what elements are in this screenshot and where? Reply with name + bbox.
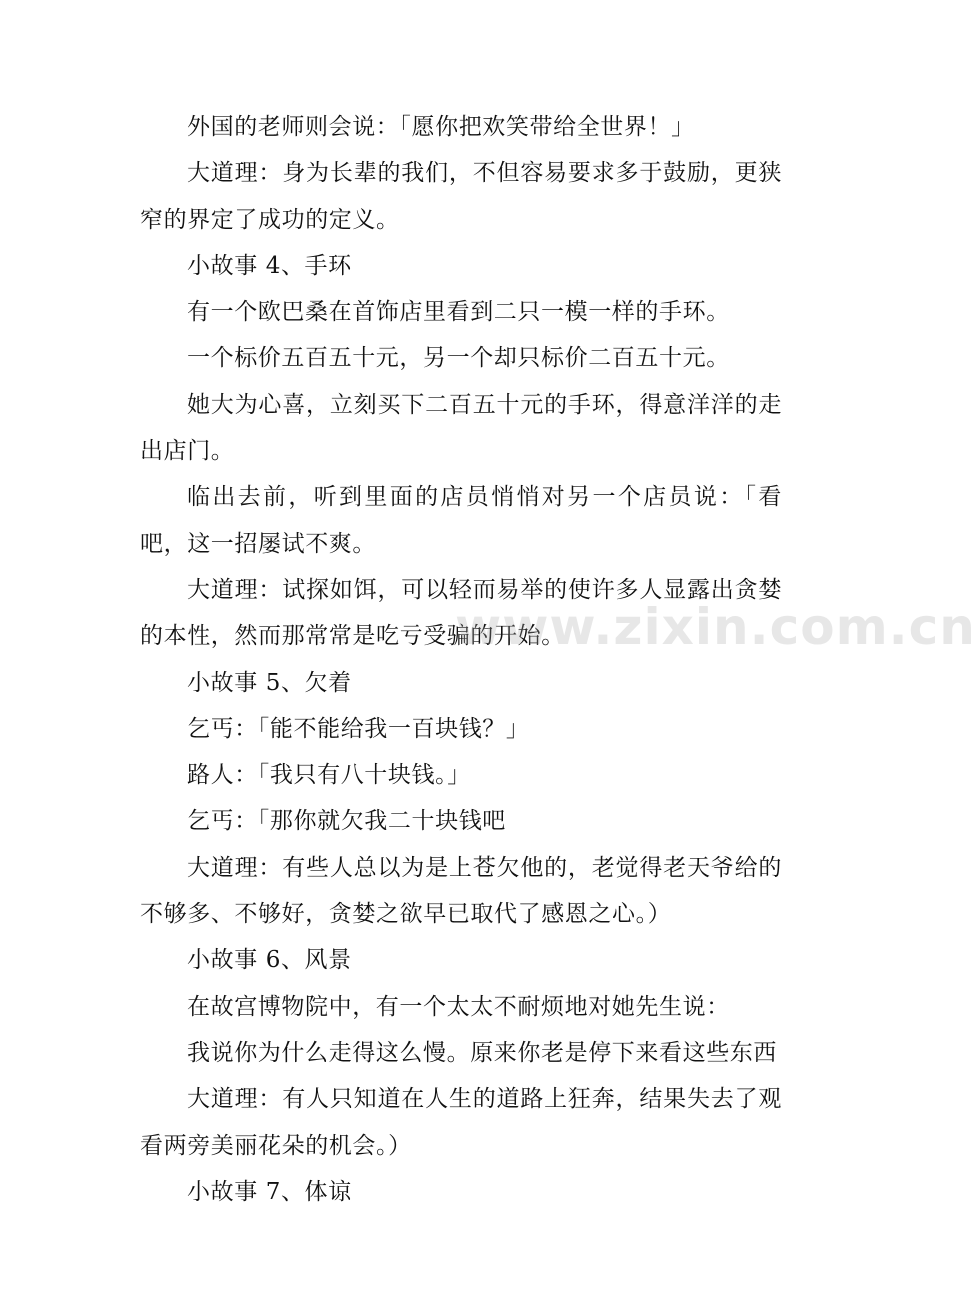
paragraph-story-5-line-1: 乞丐：「能不能给我一百块钱？」 [187, 715, 530, 742]
paragraph-lesson-4: 大道理：试探如饵，可以轻而易举的使许多人显露出贪婪的本性，然而那常常是吃亏受骗的开始。 [140, 576, 782, 650]
story-6-heading: 小故事 6、风景 [187, 947, 352, 974]
paragraph-lesson-6: 大道理：有人只知道在人生的道路上狂奔，结果失去了观看两旁美丽花朵的机会。） [140, 1086, 782, 1159]
paragraph-story-5-line-2: 路人：「我只有八十块钱。」 [187, 762, 471, 789]
story-4-heading: 小故事 4、手环 [187, 252, 352, 279]
paragraph-story-4-line-4: 临出去前，听到里面的店员悄悄对另一个店员说：「看吧，这一招屡试不爽。 [140, 484, 782, 557]
story-7-heading: 小故事 7、体谅 [187, 1178, 352, 1205]
paragraph-story-4-line-2: 一个标价五百五十元，另一个却只标价二百五十元。 [187, 345, 730, 372]
story-5-heading: 小故事 5、欠着 [187, 669, 352, 696]
paragraph-story-5-line-3: 乞丐：「那你就欠我二十块钱吧 [187, 808, 506, 835]
paragraph-story-4-line-3: 她大为心喜，立刻买下二百五十元的手环，得意洋洋的走出店门。 [140, 391, 782, 465]
paragraph-teacher-quote: 外国的老师则会说：「愿你把欢笑带给全世界！」 [187, 114, 695, 140]
paragraph-story-6-line-1: 在故宫博物院中，有一个太太不耐烦地对她先生说： [187, 993, 730, 1020]
paragraph-story-4-line-1: 有一个欧巴桑在首饰店里看到二只一模一样的手环。 [187, 299, 730, 326]
paragraph-lesson-5: 大道理：有些人总以为是上苍欠他的，老觉得老天爷给的不够多、不够好，贪婪之欲早已取代了感恩之心。） [140, 854, 782, 928]
watermark: www.zixin.com.cn [455, 598, 976, 656]
document-body [140, 104, 782, 1215]
paragraph-lesson-3: 大道理：身为长辈的我们，不但容易要求多于鼓励，更狭窄的界定了成功的定义。 [140, 160, 782, 233]
paragraph-story-6-line-2: 我说你为什么走得这么慢。原来你老是停下来看这些东西 [187, 1039, 777, 1066]
